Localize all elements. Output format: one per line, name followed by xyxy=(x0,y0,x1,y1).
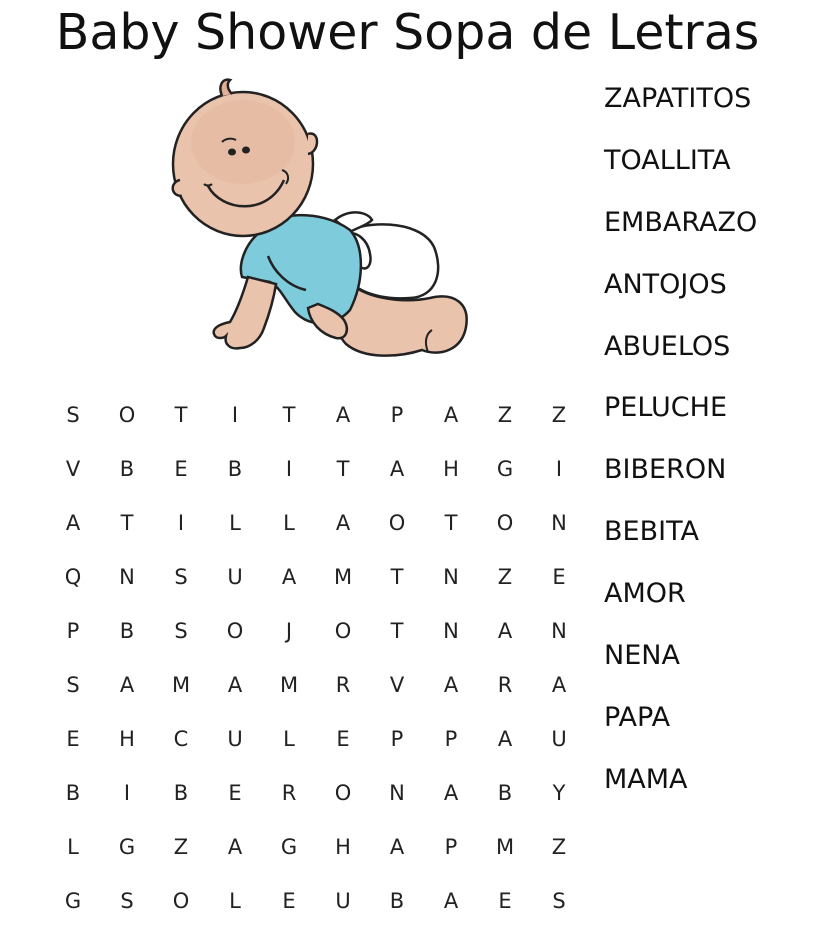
grid-cell[interactable]: T xyxy=(120,511,134,535)
grid-cell[interactable]: H xyxy=(443,457,459,481)
grid-cell[interactable]: N xyxy=(551,619,567,643)
grid-cell[interactable]: B xyxy=(497,781,513,805)
grid-cell[interactable]: A xyxy=(497,727,513,751)
grid-cell[interactable]: R xyxy=(497,673,513,697)
grid-cell[interactable]: A xyxy=(335,511,351,535)
grid-cell[interactable]: N xyxy=(389,781,405,805)
grid-cell[interactable]: E xyxy=(498,889,512,913)
grid-cell[interactable]: P xyxy=(444,835,458,859)
grid-cell[interactable]: S xyxy=(66,673,80,697)
grid-cell[interactable]: O xyxy=(334,781,352,805)
grid-cell[interactable]: P xyxy=(444,727,458,751)
word-list-item: AMOR xyxy=(604,578,686,610)
grid-cell[interactable]: U xyxy=(551,727,567,751)
grid-cell[interactable]: T xyxy=(336,457,350,481)
grid-cell[interactable]: V xyxy=(389,673,405,697)
word-list-item: EMBARAZO xyxy=(604,206,758,238)
word-list-item: NENA xyxy=(604,640,680,672)
word-list-item: BIBERON xyxy=(604,454,727,486)
grid-cell[interactable]: Y xyxy=(552,781,566,805)
grid-cell[interactable]: U xyxy=(227,565,243,589)
grid-cell[interactable]: N xyxy=(551,511,567,535)
grid-cell[interactable]: A xyxy=(227,835,243,859)
grid-cell[interactable]: U xyxy=(335,889,351,913)
grid-cell[interactable]: O xyxy=(226,619,244,643)
grid-cell[interactable]: M xyxy=(171,673,191,697)
grid-cell[interactable]: O xyxy=(496,511,514,535)
grid-cell[interactable]: G xyxy=(118,835,136,859)
grid-cell[interactable]: B xyxy=(65,781,81,805)
grid-cell[interactable]: R xyxy=(281,781,297,805)
grid-cell[interactable]: A xyxy=(389,835,405,859)
grid-cell[interactable]: M xyxy=(495,835,515,859)
word-list-item: ABUELOS xyxy=(604,330,731,362)
grid-cell[interactable]: S xyxy=(174,619,188,643)
grid-cell[interactable]: U xyxy=(227,727,243,751)
grid-cell[interactable]: S xyxy=(120,889,134,913)
grid-cell[interactable]: A xyxy=(65,511,81,535)
grid-cell[interactable]: I xyxy=(285,457,293,481)
grid-cell[interactable]: L xyxy=(67,835,79,859)
grid-cell[interactable]: I xyxy=(231,403,239,427)
grid-cell[interactable]: Q xyxy=(64,565,82,589)
grid-cell[interactable]: G xyxy=(64,889,82,913)
grid-cell[interactable]: A xyxy=(443,403,459,427)
grid-cell[interactable]: O xyxy=(388,511,406,535)
word-list-item: PAPA xyxy=(604,701,671,733)
grid-cell[interactable]: H xyxy=(335,835,351,859)
grid-cell[interactable]: P xyxy=(66,619,80,643)
grid-cell[interactable]: P xyxy=(390,403,404,427)
grid-cell[interactable]: M xyxy=(333,565,353,589)
grid-cell[interactable]: N xyxy=(443,565,459,589)
grid-cell[interactable]: Z xyxy=(173,835,189,859)
grid-cell[interactable]: N xyxy=(119,565,135,589)
grid-cell[interactable]: R xyxy=(335,673,351,697)
grid-cell[interactable]: Z xyxy=(551,835,567,859)
grid-cell[interactable]: A xyxy=(227,673,243,697)
grid-cell[interactable]: P xyxy=(390,727,404,751)
grid-cell[interactable]: L xyxy=(229,889,241,913)
grid-cell[interactable]: T xyxy=(390,565,404,589)
grid-cell[interactable]: B xyxy=(227,457,243,481)
grid-cell[interactable]: L xyxy=(283,727,295,751)
grid-cell[interactable]: V xyxy=(65,457,81,481)
grid-cell[interactable]: T xyxy=(282,403,296,427)
grid-cell[interactable]: Z xyxy=(497,565,513,589)
grid-cell[interactable]: Z xyxy=(497,403,513,427)
grid-cell[interactable]: G xyxy=(280,835,298,859)
word-list-item: TOALLITA xyxy=(604,144,731,176)
grid-cell[interactable]: G xyxy=(496,457,514,481)
grid-cell[interactable]: C xyxy=(173,727,189,751)
word-list-item: MAMA xyxy=(604,763,688,795)
grid-cell[interactable]: I xyxy=(177,511,185,535)
letter-grid[interactable] xyxy=(46,388,586,928)
grid-cell[interactable]: S xyxy=(174,565,188,589)
grid-cell[interactable]: E xyxy=(336,727,350,751)
grid-cell[interactable]: B xyxy=(119,619,135,643)
grid-cell[interactable]: O xyxy=(334,619,352,643)
word-list xyxy=(604,68,809,811)
grid-cell[interactable]: L xyxy=(283,511,295,535)
grid-cell[interactable]: A xyxy=(443,889,459,913)
grid-cell[interactable]: E xyxy=(174,457,188,481)
grid-cell[interactable]: E xyxy=(282,889,296,913)
grid-cell[interactable]: T xyxy=(174,403,188,427)
grid-cell[interactable]: E xyxy=(66,727,80,751)
grid-cell[interactable]: A xyxy=(443,781,459,805)
grid-cell[interactable]: A xyxy=(551,673,567,697)
grid-cell[interactable]: Z xyxy=(551,403,567,427)
grid-cell[interactable]: A xyxy=(335,403,351,427)
grid-cell[interactable]: N xyxy=(443,619,459,643)
grid-cell[interactable]: A xyxy=(119,673,135,697)
grid-cell[interactable]: E xyxy=(228,781,242,805)
word-list-item: ANTOJOS xyxy=(604,268,727,300)
grid-cell[interactable]: J xyxy=(285,619,293,643)
grid-cell[interactable]: O xyxy=(172,889,190,913)
word-list-item: BEBITA xyxy=(604,516,699,548)
grid-cell[interactable]: T xyxy=(390,619,404,643)
grid-cell[interactable]: L xyxy=(229,511,241,535)
grid-cell[interactable]: S xyxy=(66,403,80,427)
grid-cell[interactable]: M xyxy=(279,673,299,697)
grid-cell[interactable]: B xyxy=(389,889,405,913)
word-list-item: ZAPATITOS xyxy=(604,83,752,114)
grid-cell[interactable]: I xyxy=(123,781,131,805)
grid-cell[interactable]: H xyxy=(119,727,135,751)
page-title: Baby Shower Sopa de Letras xyxy=(55,4,760,61)
word-list-item: PELUCHE xyxy=(604,392,728,424)
crawling-baby-icon xyxy=(160,72,480,377)
grid-cell[interactable]: A xyxy=(281,565,297,589)
grid-cell[interactable]: B xyxy=(173,781,189,805)
grid-cell[interactable]: A xyxy=(443,673,459,697)
grid-cell[interactable]: O xyxy=(118,403,136,427)
grid-cell[interactable]: I xyxy=(555,457,563,481)
grid-cell[interactable]: T xyxy=(444,511,458,535)
grid-cell[interactable]: A xyxy=(389,457,405,481)
grid-cell[interactable]: B xyxy=(119,457,135,481)
grid-cell[interactable]: A xyxy=(497,619,513,643)
grid-cell[interactable]: S xyxy=(552,889,566,913)
grid-cell[interactable]: E xyxy=(552,565,566,589)
